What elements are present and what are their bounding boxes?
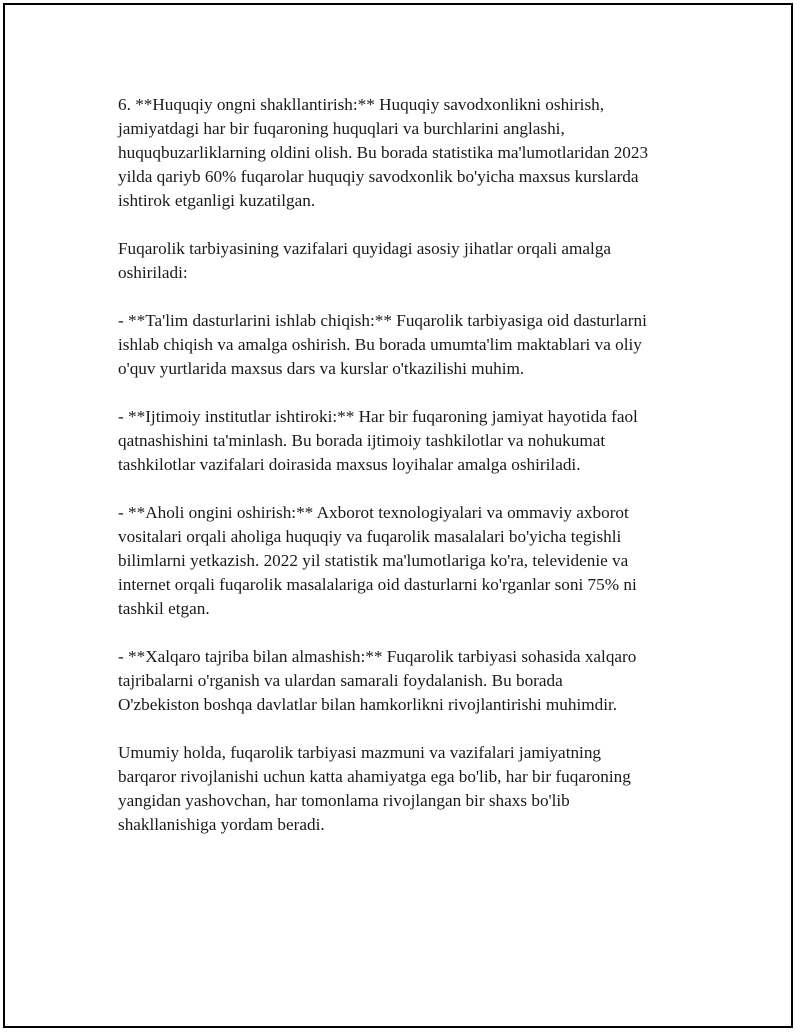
paragraph-legal-awareness: 6. **Huquqiy ongni shakllantirish:** Huquqiy savodxonlikni oshirish, jamiyatdagi har bir fuqaroning huquqlari va burchlarini anglashi, huquqbuzarliklarning oldini olish. Bu borada statistika ma'lumotlaridan 2023 yilda qariyb 60% fuqarolar huquqiy savodxonlik bo'yicha maxsus kurslarda ishtirok etganligi kuzatilgan. bbox=[118, 95, 649, 210]
list-item-public-awareness: - **Aholi ongini oshirish:** Axborot texnologiyalari va ommaviy axborot vositalari orqali aholiga huquqiy va fuqarolik masalalari bo'yicha tegishli bilimlarni yetkazish. 2022 yil statistik ma'lumotlariga ko'ra, televidenie va internet orqali fuqarolik masalalariga oid dasturlarni ko'rganlar soni 75% ni tashkil etgan. bbox=[118, 503, 637, 618]
paragraph-conclusion: Umumiy holda, fuqarolik tarbiyasi mazmuni va vazifalari jamiyatning barqaror rivojlanishi uchun katta ahamiyatga ega bo'lib, har bir fuqaroning yangidan yashovchan, har tomonlama rivojlangan bir shaxs bo'lib shakllanishiga yordam beradi. bbox=[118, 743, 631, 834]
document-body bbox=[118, 93, 708, 861]
list-item-education-programs: - **Ta'lim dasturlarini ishlab chiqish:** Fuqarolik tarbiyasiga oid dasturlarni ishlab chiqish va amalga oshirish. Bu borada umumta'lim maktablari va oliy o'quv yurtlarida maxsus dars va kurslar o'tkazilishi muhim. bbox=[118, 311, 647, 378]
list-item-social-institutions: - **Ijtimoiy institutlar ishtiroki:** Har bir fuqaroning jamiyat hayotida faol qatnashishini ta'minlash. Bu borada ijtimoiy tashkilotlar va nohukumat tashkilotlar vazifalari doirasida maxsus loyihalar amalga oshiriladi. bbox=[118, 407, 638, 474]
list-item-international-experience: - **Xalqaro tajriba bilan almashish:** Fuqarolik tarbiyasi sohasida xalqaro tajribalarni o'rganish va ulardan samarali foydalanish. Bu borada O'zbekiston boshqa davlatlar bilan hamkorlikni rivojlantirishi muhimdir. bbox=[118, 647, 637, 714]
paragraph-tasks-intro: Fuqarolik tarbiyasining vazifalari quyidagi asosiy jihatlar orqali amalga oshiriladi: bbox=[118, 239, 612, 282]
